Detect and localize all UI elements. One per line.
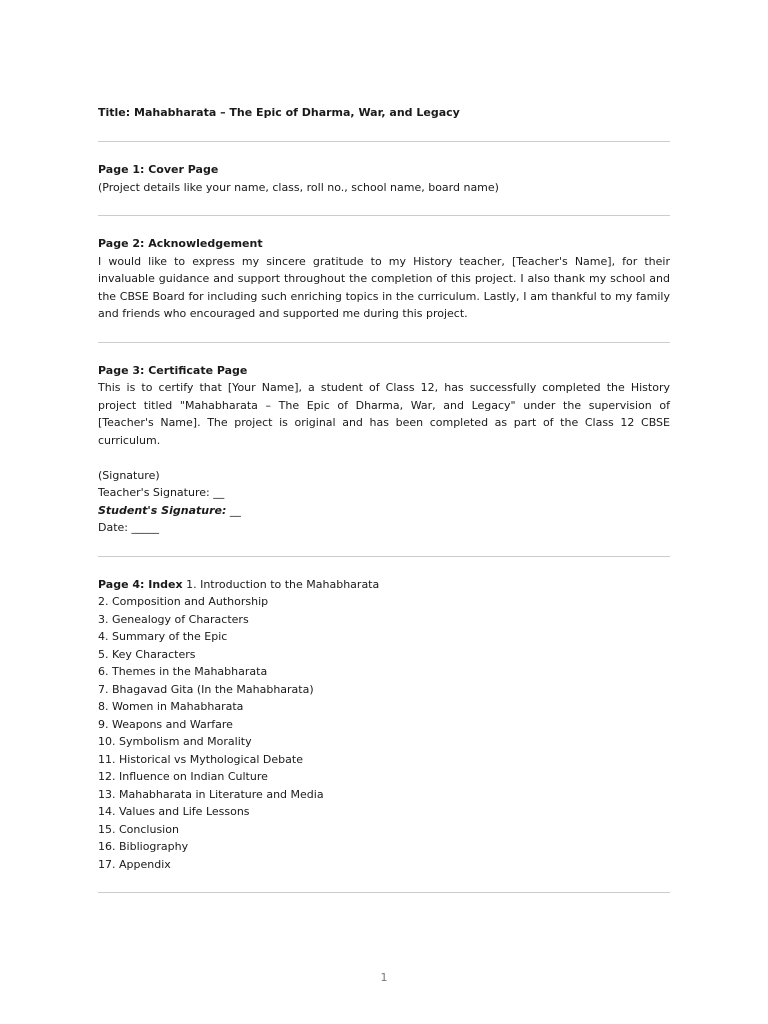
section-acknowledgement xyxy=(98,235,670,323)
acknowledgement-text: I would like to express my sincere gratitude to my History teacher, [Teacher's Name], for their invaluable guidance and support throughout the completion of this project. I also thank my school and the CBSE Board for including such enriching topics in the curriculum. Lastly, I am thankful to my family and friends who encouraged and supported me during this project. xyxy=(98,254,670,320)
index-item: 3. Genealogy of Characters xyxy=(98,612,249,626)
index-item: 12. Influence on Indian Culture xyxy=(98,770,268,783)
section-certificate xyxy=(98,362,670,537)
index-item: 5. Key Characters xyxy=(98,647,196,661)
student-signature xyxy=(98,502,670,520)
document-page xyxy=(98,104,670,912)
index-item: 14. Values and Life Lessons xyxy=(98,805,250,818)
cover-heading: Page 1: Cover Page xyxy=(98,163,219,176)
index-item: 6. Themes in the Mahabharata xyxy=(98,665,268,678)
divider xyxy=(98,892,670,893)
divider xyxy=(98,342,670,343)
index-item: 16. Bibliography xyxy=(98,840,189,853)
student-signature-blank: __ xyxy=(226,503,241,517)
signature-label: (Signature) xyxy=(98,468,160,482)
student-signature-label: Student's Signature: xyxy=(98,503,227,517)
section-cover xyxy=(98,161,670,196)
divider xyxy=(98,215,670,216)
index-item: 8. Women in Mahabharata xyxy=(98,700,244,713)
index-first-line xyxy=(98,576,670,594)
index-item: 10. Symbolism and Morality xyxy=(98,735,252,748)
teacher-signature: Teacher's Signature: __ xyxy=(98,486,225,499)
index-item: 17. Appendix xyxy=(98,857,171,871)
index-item: 13. Mahabharata in Literature and Media xyxy=(98,787,324,801)
index-item: 7. Bhagavad Gita (In the Mahabharata) xyxy=(98,682,314,696)
index-item: 2. Composition and Authorship xyxy=(98,595,269,608)
page-number: 1 xyxy=(380,971,388,984)
signature-block xyxy=(98,467,670,537)
certificate-heading: Page 3: Certificate Page xyxy=(98,363,248,377)
index-item: 11. Historical vs Mythological Debate xyxy=(98,752,303,766)
index-list xyxy=(98,593,670,873)
certificate-text: This is to certify that [Your Name], a student of Class 12, has successfully completed the History project titled "Mahabharata – The Epic of Dharma, War, and Legacy" under the supervision of [Teacher's Name]. The project is original and has been completed as part of the Class 12 CBSE curriculum. xyxy=(98,381,670,447)
divider xyxy=(98,141,670,142)
date-line: Date: _____ xyxy=(98,521,159,534)
index-item: 9. Weapons and Warfare xyxy=(98,717,233,731)
document-title: Title: Mahabharata – The Epic of Dharma, War, and Legacy xyxy=(98,106,460,119)
index-item: 1. Introduction to the Mahabharata xyxy=(182,577,380,591)
index-item: 4. Summary of the Epic xyxy=(98,630,228,643)
divider xyxy=(98,556,670,557)
cover-text: (Project details like your name, class, roll no., school name, board name) xyxy=(98,180,499,194)
index-item: 15. Conclusion xyxy=(98,822,179,836)
section-index xyxy=(98,576,670,874)
acknowledgement-heading: Page 2: Acknowledgement xyxy=(98,237,263,250)
index-heading: Page 4: Index xyxy=(98,577,183,591)
